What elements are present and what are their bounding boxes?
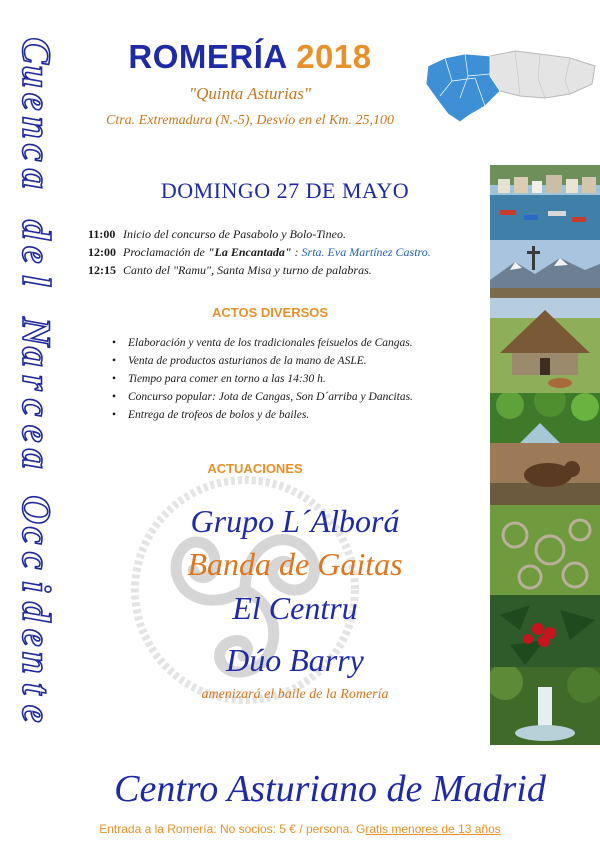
side-title-letter: c	[13, 398, 59, 417]
side-title-letter: r	[13, 374, 59, 391]
list-item: • Elaboración y venta de los tradicionales feisuelos de Cangas.	[112, 334, 413, 352]
side-title-letter: e	[13, 245, 59, 264]
side-title-letter: a	[13, 448, 59, 469]
side-title	[4, 38, 68, 727]
performer-group: Banda de Gaitas	[187, 546, 403, 582]
side-title-letter: C	[13, 37, 59, 65]
side-title-letter: i	[13, 580, 59, 592]
side-title-letter: e	[13, 424, 59, 443]
title-year: 2018	[296, 38, 372, 75]
event-date: DOMINGO 27 DE MAYO	[160, 178, 410, 203]
side-title-letter: t	[13, 682, 59, 694]
actos-list	[112, 334, 413, 424]
title-main: ROMERÍA	[128, 38, 287, 75]
performer-group: Dúo Barry	[226, 642, 364, 678]
address: Ctra. Extremadura (N.-5), Desvío en el Km. 25,100	[106, 113, 394, 128]
list-item: • Entrega de trofeos de bolos y de bailes.	[112, 406, 413, 424]
side-title-letter: n	[13, 116, 59, 139]
performer-group: El Centru	[232, 590, 358, 626]
forest-river-photo	[490, 393, 600, 443]
side-title-letter: e	[13, 92, 59, 111]
celtic-fort-photo	[490, 505, 600, 595]
page-title	[80, 38, 420, 76]
schedule-item	[88, 227, 346, 242]
schedule-time: 12:00	[88, 245, 116, 259]
entry-free: ratis menores de 13 años	[365, 822, 501, 836]
schedule-text: Inicio del concurso de Pasabolo y Bolo-Tineo.	[123, 227, 346, 241]
waterfall-photo	[490, 667, 600, 745]
entry-price-note	[60, 822, 540, 836]
schedule-time: 11:00	[88, 227, 116, 241]
actos-title: ACTOS DIVERSOS	[211, 305, 329, 320]
schedule-text: Proclamación de	[123, 245, 208, 259]
schedule-text: Canto del "Ramu", Santa Misa y turno de palabras.	[123, 263, 372, 277]
holly-photo	[490, 595, 600, 667]
side-title-letter: c	[13, 526, 59, 545]
list-item: • Concurso popular: Jota de Cangas, Son D´arriba y Dancitas.	[112, 388, 413, 406]
side-title-letter: l	[13, 274, 59, 286]
organizer-title: Centro Asturiano de Madrid	[114, 768, 546, 810]
side-title-letter: n	[13, 651, 59, 674]
side-title-letter: c	[13, 551, 59, 570]
side-title-letter: a	[13, 168, 59, 189]
harbor-photo	[490, 165, 600, 240]
subtitle: "Quinta Asturias"	[188, 84, 312, 103]
schedule-highlight: "La Encantada"	[207, 245, 292, 259]
thatched-hut-photo	[490, 298, 600, 393]
performer-note: amenizará el baile de la Romería	[201, 687, 389, 702]
side-title-letter: O	[13, 495, 59, 525]
schedule-time: 12:15	[88, 263, 116, 277]
list-item: • Venta de productos asturianos de la mano de ASLE.	[112, 352, 413, 370]
side-title-letter: e	[13, 628, 59, 647]
schedule-sep: :	[291, 245, 302, 259]
schedule-honoree: Srta. Eva Martínez Castro.	[301, 245, 431, 259]
schedule-item	[88, 263, 372, 278]
side-title-letter: e	[13, 704, 59, 723]
cross-mountain-photo	[490, 240, 600, 298]
bear-photo	[490, 443, 600, 505]
list-item: • Tiempo para comer en torno a las 14:30 h.	[112, 370, 413, 388]
side-title-letter: d	[13, 219, 59, 240]
schedule-item	[88, 245, 431, 260]
side-title-letter: c	[13, 143, 59, 162]
side-title-letter: u	[13, 65, 59, 88]
side-title-letter: N	[13, 316, 59, 346]
asturias-map	[420, 36, 600, 126]
performer-group: Grupo L´Alborá	[190, 503, 400, 539]
side-title-letter: a	[13, 346, 59, 367]
entry-price: Entrada a la Romería: No socios: 5 € / persona. G	[99, 822, 366, 836]
side-title-letter: d	[13, 601, 59, 622]
actuaciones-title: ACTUACIONES	[207, 461, 303, 476]
